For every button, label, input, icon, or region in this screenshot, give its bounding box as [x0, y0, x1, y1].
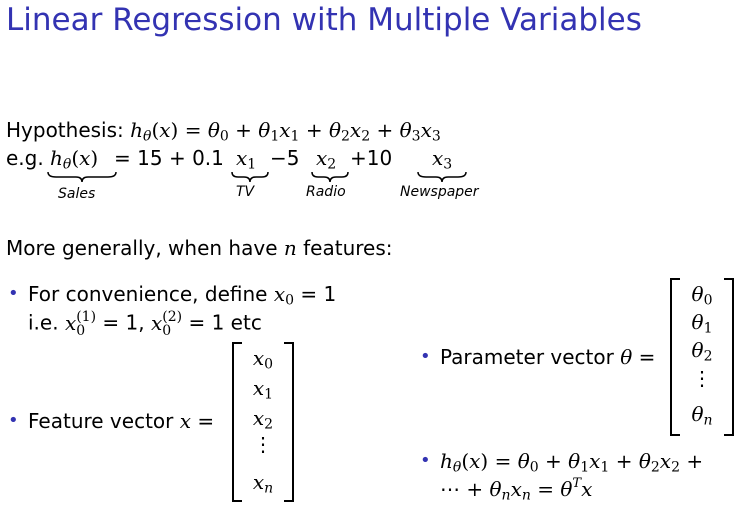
parameter-vector-label: Parameter vector θ = [440, 345, 656, 369]
label-newspaper: Newspaper [400, 184, 479, 200]
underbrace-tv [230, 170, 270, 184]
ie-line: i.e. x (1) 0 = 1, x (2) 0 = 1 etc [28, 309, 262, 339]
underbrace-sales [46, 170, 118, 184]
feature-vector-row: $x_2$ [252, 406, 274, 433]
feature-vector-label: Feature vector x = [28, 409, 215, 433]
feature-vector-row: xn [252, 470, 274, 497]
label-radio: Radio [306, 184, 346, 200]
bullet-dot: • [8, 410, 19, 431]
hypothesis-label: Hypothesis: [6, 118, 124, 142]
example-coef-newspaper: +10 [350, 146, 393, 170]
example-label: e.g. [6, 146, 44, 170]
generally-line: More generally, when have n features: [6, 236, 393, 260]
general-hypothesis-line1: $h\theta(x) = \theta_0 + \theta_1x_1 + \theta_2x_2$ + [440, 449, 704, 476]
feature-vector-row: ⋮ [253, 432, 273, 456]
example-h: hθ(x) [50, 146, 99, 173]
bullet-dot: • [420, 346, 431, 367]
parameter-vector-row: $\theta_1$ [691, 310, 713, 337]
example-x1: $x_1$ [236, 146, 257, 173]
parameter-vector-row: $\theta_2$ [691, 338, 713, 365]
parameter-vector-row: ⋮ [692, 366, 712, 390]
parameter-vector-row: $\theta_0$ [691, 282, 713, 309]
bullet-dot: • [8, 283, 19, 304]
underbrace-newspaper [416, 170, 468, 184]
example-x2: $x_2$ [316, 146, 337, 173]
feature-vector-row: $x_1$ [252, 376, 274, 403]
page-title: Linear Regression with Multiple Variables [6, 2, 642, 38]
hypothesis-line [6, 118, 441, 145]
parameter-vector-row: θn [691, 402, 713, 429]
convenience-line: For convenience, define $x_0 = 1$ [28, 282, 337, 309]
feature-vector-row: $x_0$ [252, 346, 274, 373]
parameter-vector-matrix [670, 278, 734, 436]
example-x3: $x_3$ [432, 146, 453, 173]
bullet-dot: • [420, 450, 431, 471]
example-coef-radio: −5 [270, 146, 300, 170]
label-sales: Sales [58, 186, 96, 202]
hypothesis-equation: $h\theta(x) = \theta_0 + \theta_1x_1 + \theta_2x_2 + \theta_3x_3$ [130, 118, 441, 145]
label-tv: TV [236, 184, 255, 200]
example-constant: = 15 + 0.1 [114, 146, 224, 170]
general-hypothesis-line2: ⋯ + $\theta nxn = \theta^Tx$ [440, 476, 593, 504]
feature-vector-matrix [232, 342, 294, 502]
underbrace-radio [310, 170, 350, 184]
